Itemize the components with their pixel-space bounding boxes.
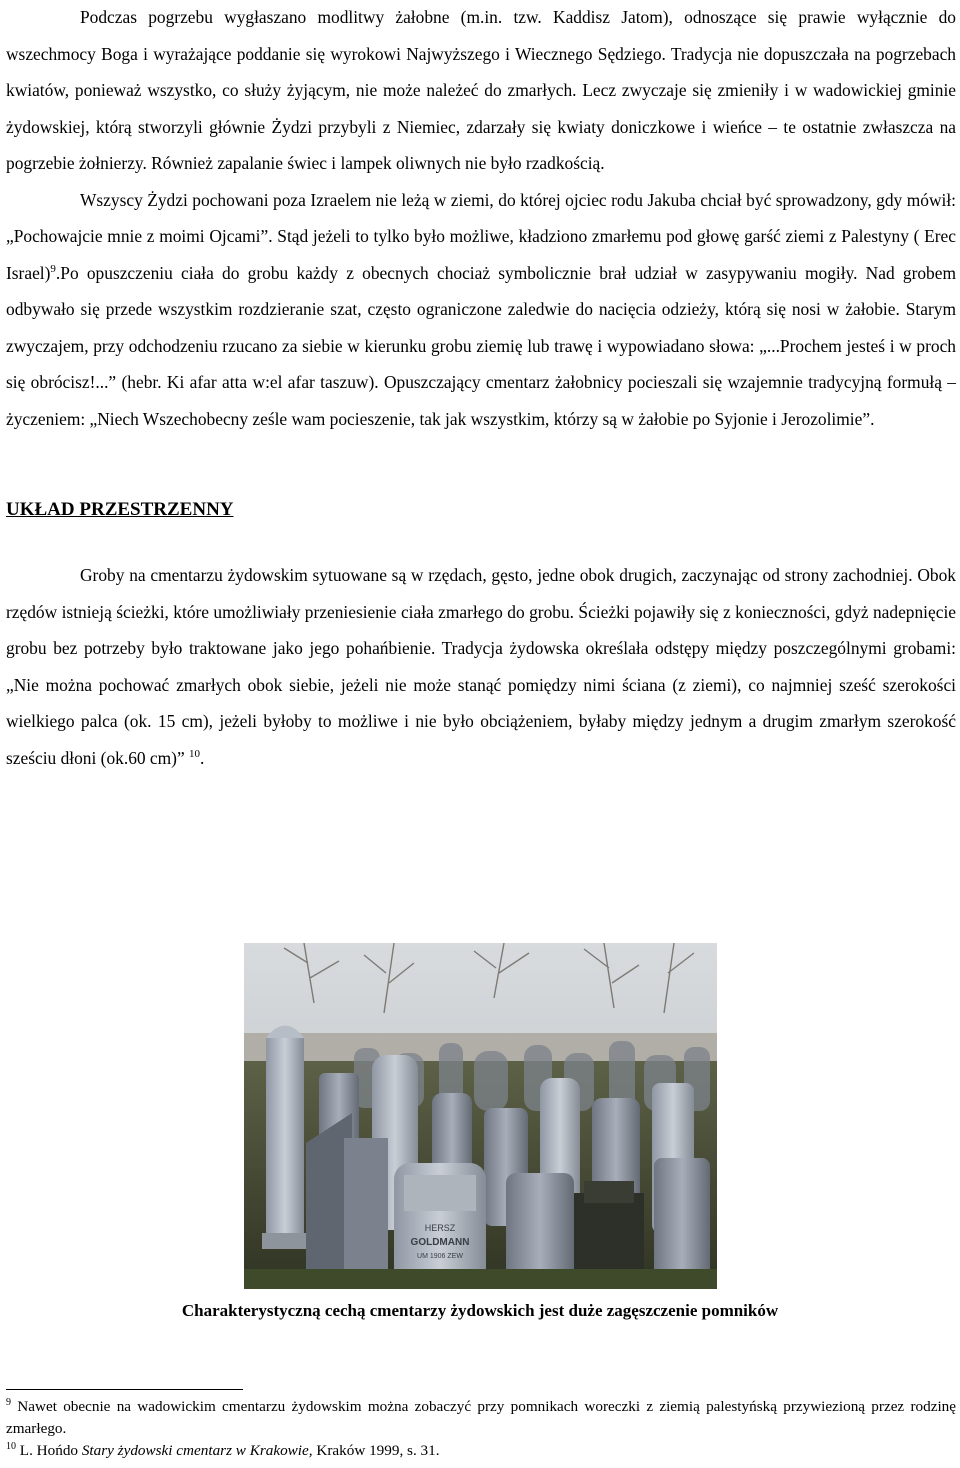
paragraph-grave-layout <box>6 557 956 776</box>
footnote-author: L. Hońdo <box>19 1442 82 1459</box>
footnote-ref-10[interactable]: 10 <box>189 747 201 760</box>
paragraph-burial-customs <box>6 182 956 438</box>
paragraph-funeral-prayers: Podczas pogrzebu wygłaszano modlitwy żałobne (m.in. tzw. Kaddisz Jatom), odnoszące się prawie wyłącznie do wszechmocy Boga i wyrażające poddanie się wyrokowi Najwyższego i Wiecznego Sędziego. Tradycja nie dopuszczała na pogrzebach kwiatów, ponieważ wszystko, co służy żyjącym, nie może należeć do zmarłych. Lecz zwyczaje się zmieniły i w wadowickiej gminie żydowskiej, którą stworzyli głównie Żydzi przybyli z Niemiec, zdarzały się kwiaty doniczkowe i wieńce – te ostatnie zwłaszcza na pogrzebie żołnierzy. Również zapalanie świec i lampek oliwnych nie było rzadkością. <box>6 7 956 173</box>
footnote-10 <box>6 1440 956 1462</box>
cemetery-photo <box>244 943 717 1289</box>
footnote-9 <box>6 1396 956 1440</box>
headstone-inscription: HERSZ <box>424 1223 456 1233</box>
footnote-separator <box>6 1389 243 1390</box>
paragraph-text: Groby na cmentarzu żydowskim sytuowane są w rzędach, gęsto, jedne obok drugich, zaczynając od strony zachodniej. Obok rzędów istnieją ścieżki, które umożliwiały przeniesienie ciała zmarłego do grobu. Ścieżki pojawiły się z konieczności, gdyż nadepnięcie grobu bez potrzeby było traktowane jako jego pohańbienie. Tradycja żydowska określała odstępy między poszczególnymi grobami: „Nie można pochować zmarłych obok siebie, jeżeli nie może stanąć pomiędzy nimi ściana (z ziemi), co najmniej sześć szerokości wielkiego palca (ok. 15 cm), jeżeli byłoby to możliwe i nie było obciążeniem, byłaby między jednym a drugim zmarłym szerokość sześciu dłoni (ok.60 cm)” <box>6 565 956 768</box>
footnote-text: Kraków 1999, s. 31. <box>312 1442 440 1459</box>
headstone-inscription: GOLDMANN <box>410 1237 470 1248</box>
paragraph-text: Wszyscy Żydzi pochowani poza Izraelem nie leżą w ziemi, do której ojciec rodu Jakuba chciał być sprowadzony, gdy mówił: „Pochowajcie mnie z moimi Ojcami”. Stąd jeżeli to tylko było możliwe, kładziono zmarłemu pod głowę garść ziemi z Palestyny ( Erec Israel) <box>6 189 956 283</box>
footnote-ref-9[interactable]: 9 <box>50 262 56 275</box>
photo-caption: Charakterystyczną cechą cmentarzy żydowskich jest duże zagęszczenie pomników <box>181 1301 779 1320</box>
headstone-inscription: UM 1906 ZEW <box>417 1253 463 1260</box>
footnote-number: 9 <box>6 1397 11 1408</box>
section-heading: UKŁAD PRZESTRZENNY <box>6 499 234 520</box>
paragraph-text: .Po opuszczeniu ciała do grobu każdy z obecnych chociaż symbolicznie brał udział w zasypywaniu mogiły. Nad grobem odbywało się przede wszystkim rozdzieranie szat, często ograniczone zaledwie do nacięcia odzieży, którą się nosi w żałobie. Starym zwyczajem, przy odchodzeniu rzucano za siebie w kierunku grobu ziemię lub trawę i wypowiadano słowa: „...Prochem jesteś i w proch się obrócisz!...” (hebr. Ki afar atta w:el afar taszuw). Opuszczający cmentarz żałobnicy pocieszali się wzajemnie tradycyjną formułą – życzeniem: „Niech Wszechobecny ześle wam pocieszenie, tak jak wszystkim, którzy są w żałobie po Syjonie i Jerozolimie”. <box>6 262 956 429</box>
footnote-number: 10 <box>6 1441 16 1452</box>
footnotes <box>6 1396 956 1462</box>
paragraph-text: . <box>200 747 205 768</box>
document-page <box>6 0 956 776</box>
footnote-title: Stary żydowski cmentarz w Krakowie, <box>81 1442 313 1459</box>
footnote-text: Nawet obecnie na wadowickim cmentarzu żydowskim można zobaczyć przy pomnikach woreczki z ziemią palestyńską przywiezioną przez rodzinę zmarłego. <box>6 1398 956 1437</box>
